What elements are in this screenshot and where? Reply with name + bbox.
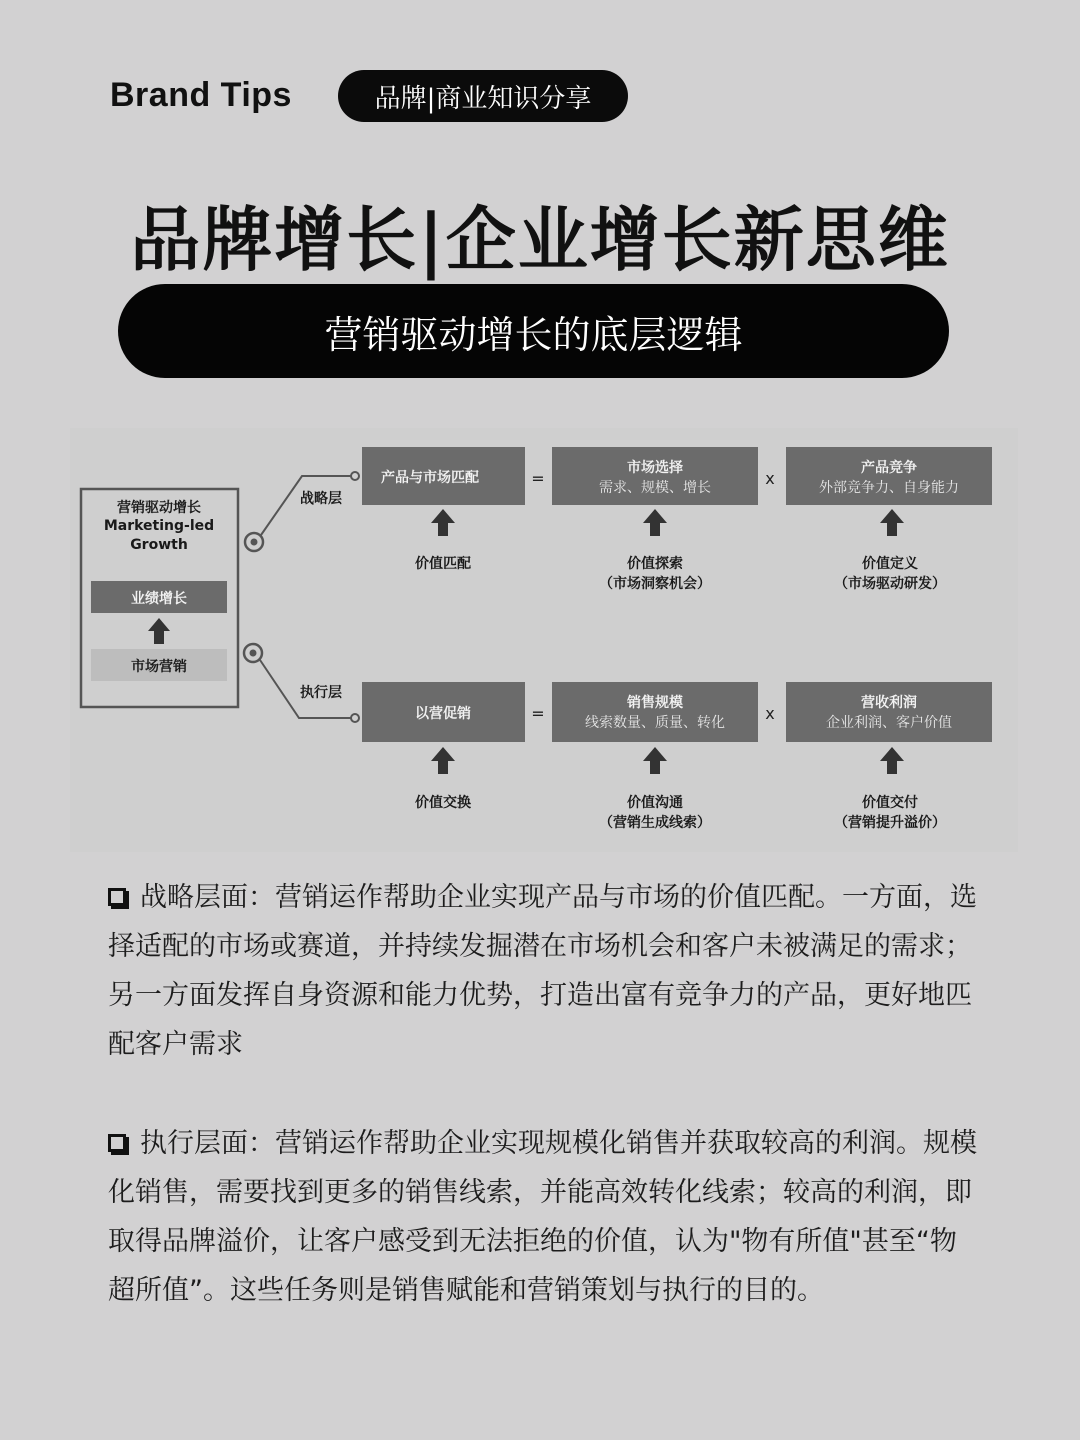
subtitle-banner (118, 284, 949, 378)
strategy-arrow-2-icon (643, 509, 667, 536)
execution-box-2 (552, 682, 758, 742)
performance-growth-label: 业绩增长 (131, 591, 187, 607)
strategy-times-sign: x (765, 469, 775, 488)
strategy-box-3-title: 产品竞争 (861, 460, 917, 476)
strategy-box-3 (786, 447, 992, 505)
strategy-end-icon (351, 472, 359, 480)
strategy-paragraph-text: 战略层面：营销运作帮助企业实现产品与市场的价值匹配。一方面，选择适配的市场或赛道，并持续发掘潜在市场机会和客户未被满足的需求；另一方面发挥自身资源和能力优势，打造出富有竞争力的产品，更好地匹配客户需求 (108, 882, 977, 1060)
execution-box-3-title: 营收利润 (861, 695, 917, 711)
strategy-box-2 (552, 447, 758, 505)
strategy-paragraph (108, 873, 978, 1069)
execution-box-3 (786, 682, 992, 742)
checkbox-bullet-icon (108, 888, 126, 906)
strategy-arrow-3-icon (880, 509, 904, 536)
marketing-label: 市场营销 (131, 659, 187, 675)
execution-node-dot-icon (250, 650, 257, 657)
strategy-box-2-title: 市场选择 (627, 460, 683, 476)
execution-layer-label: 执行层 (300, 685, 342, 701)
mlg-title-en-2: Growth (130, 537, 188, 553)
category-tag (338, 70, 628, 122)
mlg-title: 营销驱动增长 (117, 500, 201, 516)
execution-arrow-3-icon (880, 747, 904, 774)
strategy-caption-2-sub: （市场洞察机会） (599, 576, 711, 592)
category-tag-label: 品牌|商业知识分享 (374, 83, 592, 114)
execution-arrow-2-icon (643, 747, 667, 774)
execution-paragraph (108, 1119, 978, 1315)
execution-arrow-1-icon (431, 747, 455, 774)
strategy-caption-1: 价值匹配 (415, 556, 471, 572)
execution-box-1-title: 以营促销 (415, 706, 471, 722)
execution-end-icon (351, 714, 359, 722)
strategy-equals-sign: = (531, 469, 545, 488)
strategy-box-1-title: 产品与市场匹配 (381, 470, 479, 486)
strategy-box-2-sub: 需求、规模、增长 (599, 480, 711, 496)
execution-caption-2-sub: （营销生成线索） (599, 815, 711, 831)
brand-logo-text: Brand Tips (110, 76, 292, 114)
execution-times-sign: x (765, 704, 775, 723)
execution-caption-2: 价值沟通 (627, 795, 683, 811)
page-title: 品牌增长|企业增长新思维 (130, 198, 950, 281)
strategy-layer-label: 战略层 (300, 491, 342, 507)
execution-equals-sign: = (531, 704, 545, 723)
up-arrow-icon (148, 618, 170, 644)
execution-box-2-sub: 线索数量、质量、转化 (585, 715, 725, 731)
execution-caption-3: 价值交付 (862, 795, 918, 811)
checkbox-bullet-icon (108, 1134, 126, 1152)
strategy-node-dot-icon (251, 539, 258, 546)
strategy-caption-3-sub: （市场驱动研发） (834, 576, 946, 592)
growth-logic-diagram (70, 428, 1018, 852)
execution-caption-1: 价值交换 (415, 795, 471, 811)
strategy-arrow-1-icon (431, 509, 455, 536)
execution-caption-3-sub: （营销提升溢价） (834, 815, 946, 831)
execution-paragraph-text: 执行层面：营销运作帮助企业实现规模化销售并获取较高的利润。规模化销售，需要找到更多的销售线索，并能高效转化线索；较高的利润，即取得品牌溢价，让客户感受到无法拒绝的价值，认为"物有所值"甚至“物超所值”。这些任务则是销售赋能和营销策划与执行的目的。 (108, 1128, 977, 1306)
strategy-box-3-sub: 外部竞争力、自身能力 (819, 480, 959, 496)
execution-box-3-sub: 企业利润、客户价值 (826, 715, 952, 731)
strategy-caption-2: 价值探索 (627, 556, 683, 572)
strategy-caption-3: 价值定义 (862, 556, 918, 572)
mlg-title-en-1: Marketing-led (103, 518, 215, 534)
subtitle-label: 营销驱动增长的底层逻辑 (324, 312, 743, 357)
execution-box-2-title: 销售规模 (627, 695, 683, 711)
diagram-canvas (70, 428, 1018, 852)
